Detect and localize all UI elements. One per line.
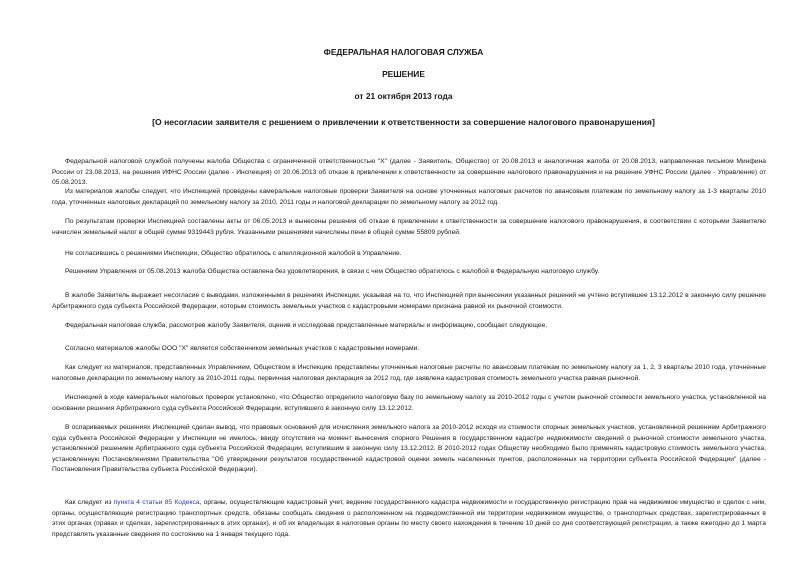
document-subject: [О несогласии заявителя с решением о привлечении к ответственности за совершение налогового правонарушения] [152,117,655,127]
paragraph: Согласно материалов жалобы ООО "Х" является собственником земельных участков с кадастровыми номерами. [65,345,420,352]
document-type: РЕШЕНИЕ [382,69,425,79]
paragraph-with-link [52,498,766,540]
paragraph: Инспекцией в ходе камеральных налоговых проверок установлено, что Общество определило налоговую базу по земельному налогу за 2010-2012 годы с учетом рыночной стоимости земельного участка, установленной на основании решения Арбитражного суда субъекта Российской Федерации, вступившего в законную силу 13.12.2012. [52,394,766,412]
paragraph: Не согласившись с решениями Инспекции, Общество обратилось с апелляционной жалобой в Управление. [65,250,402,257]
paragraph: Решением Управления от 05.08.2013 жалоба Общества оставлена без удовлетворения, в связи с чем Общество обратилось с жалобой в Федеральную налоговую службу. [65,268,600,275]
paragraph: В жалобе Заявитель выражает несогласие с выводами, изложенными в решениях Инспекции, указывая на то, что Инспекцией при вынесении указанных решений не учтено вступившее 13.12.2012 в законную силу решение Арбитражного суда субъекта Российской Федерации, которым стоимость земельных участков с кадастровыми номерами признана равной их рыночной стоимости. [52,292,766,310]
paragraph: Федеральной налоговой службой получены жалоба Общества с ограниченной ответственностью "Х" (далее - Заявитель, Общество) от 20.08.2013 и аналогичная жалоба от 20.08.2013, направленная письмом Минфина России от 23.08.2013, на решения ИФНС России (далее - Инспекция) от 20.06.2013 об отказе в привлечении к ответственности за совершение налогового правонарушения и на решение УФНС России (далее - Управление) от 05.08.2013. [52,158,766,187]
agency-title: ФЕДЕРАЛЬНАЯ НАЛОГОВАЯ СЛУЖБА [323,47,484,57]
paragraph: Федеральная налоговая служба, рассмотрев жалобу Заявителя, оценив и исследовав представленные материалы и информацию, сообщает следующее. [65,322,548,329]
paragraph-text: , органы, осуществляющие кадастровый учет, ведение государственного кадастра недвижимости и государственную регистрацию прав на недвижимое имущество и сделок с ним, органы, осуществляющие регистрацию транспортных средств, обязаны сообщать сведения о расположенном на подведомственной им территории недвижимом имуществе, о транспортных средствах, зарегистрированных в этих органах (правах и сделках, зарегистрированных в этих органах), и об их владельцах в налоговые органы по месту своего нахождения в течение 10 дней со дня соответствующей регистрации, а также ежегодно до 1 марта представлять указанные сведения по состоянию на 1 января текущего года. [52,499,766,538]
code-article-link[interactable]: пункта 4 статьи 85 Кодекса [113,499,200,506]
paragraph: Из материалов жалобы следует, что Инспекцией проведены камеральные налоговые проверки Заявителя на основе уточненных налоговых расчетов по авансовым платежам по земельному налогу за 1-3 кварталы 2010 года, уточненных налоговых деклараций по земельному налогу за 2010, 2011 годы и налоговой декларации по земельному налогу за 2012 год. [52,188,766,206]
document-date: от 21 октября 2013 года [354,91,453,101]
paragraph: Как следует из материалов, представленных Управлением, Обществом в Инспекцию представлены уточненные налоговые расчеты по авансовым платежам по земельному налогу за 1, 2, 3 кварталы 2010 года, уточненные налоговые декларации по земельному налогу за 2010-2011 годы, первичная налоговая декларация за 2012 год, где заявлена кадастровая стоимость земельного участка равная рыночной. [52,364,766,382]
paragraph: По результатам проверки Инспекцией составлены акты от 06.05.2013 и вынесены решения об отказе в привлечении к ответственности за совершение налогового правонарушения, в соответствии с которыми Заявителю начислен земельный налог в общей сумме 9319443 рубля. Указанными решениями начислены пени в общей сумме 55809 рублей. [52,218,766,236]
paragraph: В оспариваемых решениях Инспекцией сделан вывод, что правовых оснований для исчисления земельного налога за 2010-2012 исходя из стоимости спорных земельных участков, установленной решением Арбитражного суда субъекта Российской Федерации у Инспекции не имелось, ввиду отсутствия на момент вынесения спорного Решения в государственном кадастре недвижимости сведений о рыночной стоимости земельного участка, установленной решением Арбитражного суда субъекта Российской Федерации, вступившим в законную силу 13.12.2012. В 2010-2012 годах Обществу необходимо было применять кадастровую стоимость земельного участка, установленную Постановлениями Правительства "Об утверждении результатов государственной кадастровой оценки земель населенных пунктов, расположенных на территории субъекта Российской Федерации" (далее - Постановления Правительства субъекта Российской Федерации). [52,424,766,474]
paragraph-text: Как следует из [65,499,114,506]
